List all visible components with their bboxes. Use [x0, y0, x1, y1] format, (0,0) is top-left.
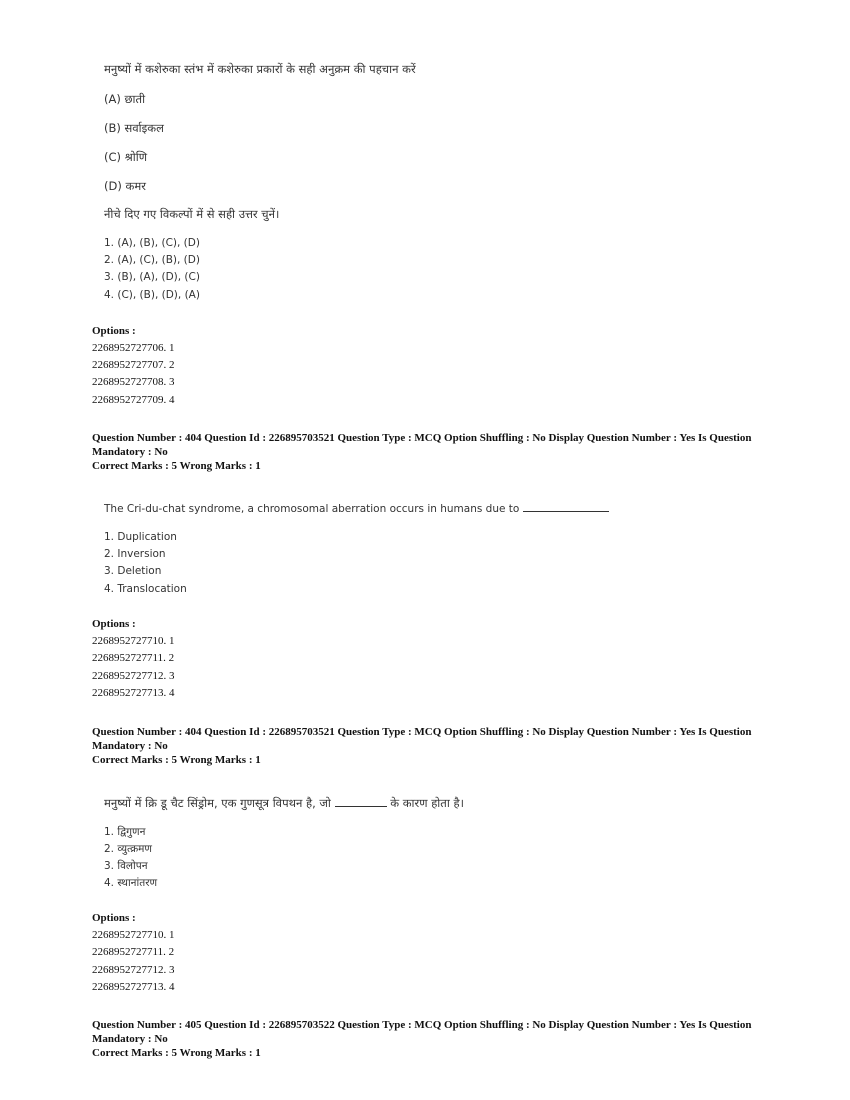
answer-choice: 3. Deletion: [104, 565, 162, 577]
question-text-start: मनुष्यों में क्रि डू चैट सिंड्रोम, एक गुणसूत्र विपथन है, जो: [104, 796, 331, 810]
answer-blank: [335, 805, 387, 807]
option-id: 2268952727712. 3: [92, 964, 175, 976]
question-item: (A) छाती: [104, 92, 146, 106]
answer-choice: 2. Inversion: [104, 548, 166, 560]
option-id: 2268952727709. 4: [92, 394, 175, 406]
answer-choice: 1. Duplication: [104, 531, 177, 543]
marks-info: Correct Marks : 5 Wrong Marks : 1: [92, 1047, 261, 1059]
question-text: [104, 503, 609, 515]
answer-choice: 3. (B), (A), (D), (C): [104, 271, 200, 283]
question-meta: Question Number : 404 Question Id : 226895703521 Question Type : MCQ Option Shuffling : No Display Question Number : Yes Is Question Mandatory : No: [92, 726, 752, 752]
option-id: 2268952727711. 2: [92, 946, 175, 958]
answer-choice: 2. (A), (C), (B), (D): [104, 254, 200, 266]
question-item: (D) कमर: [104, 179, 146, 193]
instruction-text: नीचे दिए गए विकल्पों में से सही उत्तर चुनें।: [104, 207, 280, 221]
answer-choice: 2. व्युत्क्रमण: [104, 843, 153, 855]
option-id: 2268952727713. 4: [92, 687, 175, 699]
option-id: 2268952727707. 2: [92, 359, 175, 371]
question-text-content: The Cri-du-chat syndrome, a chromosomal aberration occurs in humans due to: [104, 503, 520, 515]
options-label: Options :: [92, 618, 136, 630]
question-meta: Question Number : 404 Question Id : 226895703521 Question Type : MCQ Option Shuffling : No Display Question Number : Yes Is Question Mandatory : No: [92, 432, 752, 458]
option-id: 2268952727710. 1: [92, 635, 175, 647]
question-item: (B) सर्वाइकल: [104, 121, 164, 135]
option-id: 2268952727708. 3: [92, 376, 175, 388]
question-text: मनुष्यों में कशेरुका स्तंभ में कशेरुका प्रकारों के सही अनुक्रम की पहचान करें: [104, 62, 416, 76]
answer-choice: 3. विलोपन: [104, 860, 148, 872]
options-label: Options :: [92, 325, 136, 337]
question-text: [104, 796, 464, 811]
answer-choice: 1. (A), (B), (C), (D): [104, 237, 200, 249]
answer-choice: 4. स्थानांतरण: [104, 877, 158, 889]
option-id: 2268952727711. 2: [92, 652, 175, 664]
option-id: 2268952727712. 3: [92, 670, 175, 682]
answer-choice: 4. (C), (B), (D), (A): [104, 289, 200, 301]
marks-info: Correct Marks : 5 Wrong Marks : 1: [92, 460, 261, 472]
answer-choice: 1. द्विगुणन: [104, 826, 146, 838]
answer-blank: [523, 510, 609, 512]
options-label: Options :: [92, 912, 136, 924]
answer-choice: 4. Translocation: [104, 583, 187, 595]
option-id: 2268952727713. 4: [92, 981, 175, 993]
question-meta: Question Number : 405 Question Id : 226895703522 Question Type : MCQ Option Shuffling : No Display Question Number : Yes Is Question Mandatory : No: [92, 1019, 752, 1045]
marks-info: Correct Marks : 5 Wrong Marks : 1: [92, 754, 261, 766]
question-item: (C) श्रोणि: [104, 150, 148, 164]
option-id: 2268952727706. 1: [92, 342, 175, 354]
option-id: 2268952727710. 1: [92, 929, 175, 941]
question-text-end: के कारण होता है।: [390, 796, 464, 810]
